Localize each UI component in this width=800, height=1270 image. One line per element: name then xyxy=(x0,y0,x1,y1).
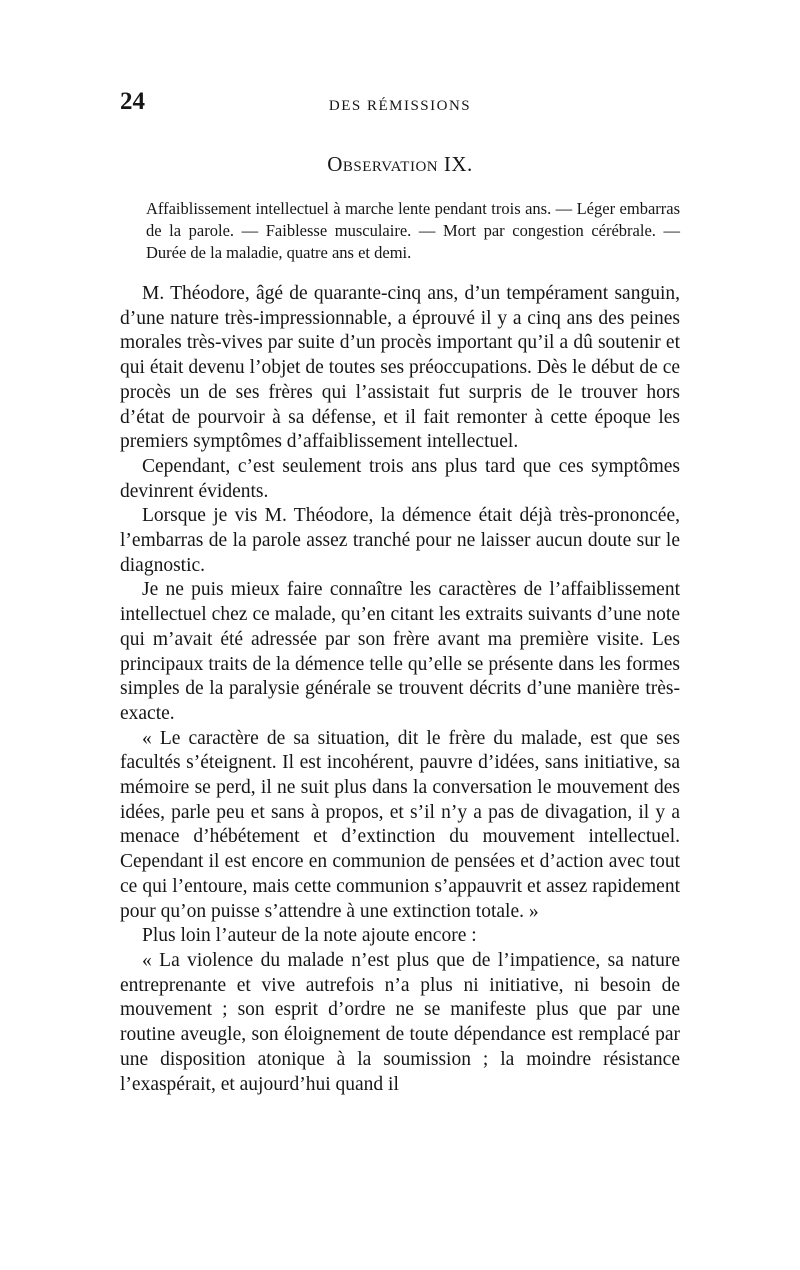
page-header xyxy=(120,88,680,118)
paragraph: Plus loin l’auteur de la note ajoute encore : xyxy=(142,925,477,947)
page-number: 24 xyxy=(120,88,145,115)
paragraph: Cependant, c’est seulement trois ans plus tard que ces symptômes devinrent évidents. xyxy=(120,455,680,502)
observation-title: Observation IX. xyxy=(327,152,473,176)
observation-summary: Affaiblissement intellectuel à marche lente pendant trois ans. — Léger embarras de la parole. — Faiblesse musculaire. — Mort par congestion cérébrale. — Durée de la maladie, quatre ans et demi. xyxy=(146,199,680,262)
body-text xyxy=(120,282,680,1097)
paragraph: « La violence du malade n’est plus que de l’impatience, sa nature entreprenante et vive autrefois n’a plus ni initiative, ni besoin de mouvement ; son esprit d’ordre ne se manifeste plus que par une routine aveugle, son éloignement de toute dépendance est remplacé par une disposition atonique à la soumission ; la moindre résistance l’exaspérait, et aujourd’hui quand il xyxy=(120,949,680,1095)
paragraph: Je ne puis mieux faire connaître les caractères de l’affaiblissement intellectuel chez ce malade, qu’en citant les extraits suivants d’une note qui m’avait été adressée par son frère avant ma première visite. Les principaux traits de la démence telle qu’elle se présente dans les formes simples de la paralysie générale se trouvent décrits d’une manière très-exacte. xyxy=(120,579,680,724)
paragraph: Lorsque je vis M. Théodore, la démence était déjà très-prononcée, l’embarras de la parole assez tranché pour ne laisser aucun doute sur le diagnostic. xyxy=(120,505,680,576)
running-title: DES RÉMISSIONS xyxy=(328,98,472,114)
paragraph: « Le caractère de sa situation, dit le frère du malade, est que ses facultés s’éteignent. Il est incohérent, pauvre d’idées, sans initiative, sa mémoire se perd, il ne suit plus dans la conversation le mouvement des idées, parle peu et sans à propos, et s’il n’y a pas de divagation, il y a menace d’hébétement et d’extinction du mouvement intellectuel. Cependant il est encore en communion de pensées et d’action avec tout ce qui l’entoure, mais cette communion s’appauvrit et assez rapidement pour qu’on puisse s’attendre à une extinction totale. » xyxy=(120,727,680,922)
paragraph: M. Théodore, âgé de quarante-cinq ans, d’un tempérament sanguin, d’une nature très-impressionnable, a éprouvé il y a cinq ans des peines morales très-vives par suite d’un procès important qu’il a dû soutenir et qui était devenu l’objet de toutes ses préoccupations. Dès le début de ce procès un de ses frères qui l’assistait fut surpris de le trouver hors d’état de pourvoir à sa défense, et il fait remonter à cette époque les premiers symptômes d’affaiblissement intellectuel. xyxy=(120,283,680,453)
